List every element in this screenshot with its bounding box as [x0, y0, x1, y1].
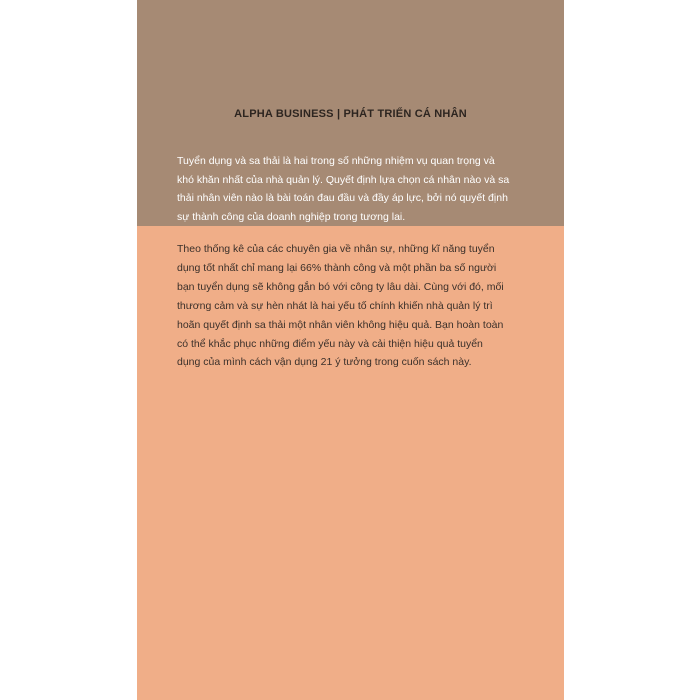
book-back-cover [137, 0, 564, 700]
top-color-band [137, 0, 564, 226]
series-title: ALPHA BUSINESS | PHÁT TRIỂN CÁ NHÂN [234, 108, 467, 120]
main-paragraph: Theo thống kê của các chuyên gia về nhân sự, những kĩ năng tuyển dụng tốt nhất chỉ mang lại 66% thành công và một phần ba số người bạn tuyển dụng sẽ không gắn bó với công ty lâu dài. Cùng với đó, mối thương cảm và sự hèn nhát là hai yếu tố chính khiến nhà quản lý trì hoãn quyết định sa thải một nhân viên không hiệu quả. Bạn hoàn toàn có thể khắc phục những điểm yếu này và cải thiện hiệu quả tuyển dụng của mình cách vận dụng 21 ý tưởng trong cuốn sách này. [177, 243, 504, 369]
intro-paragraph: Tuyển dụng và sa thải là hai trong số những nhiệm vụ quan trọng và khó khăn nhất của nhà quản lý. Quyết định lựa chọn cá nhân nào và sa thải nhân viên nào là bài toán đau đầu và đầy áp lực, bởi nó quyết định sự thành công của doanh nghiệp trong tương lai. [177, 155, 510, 224]
